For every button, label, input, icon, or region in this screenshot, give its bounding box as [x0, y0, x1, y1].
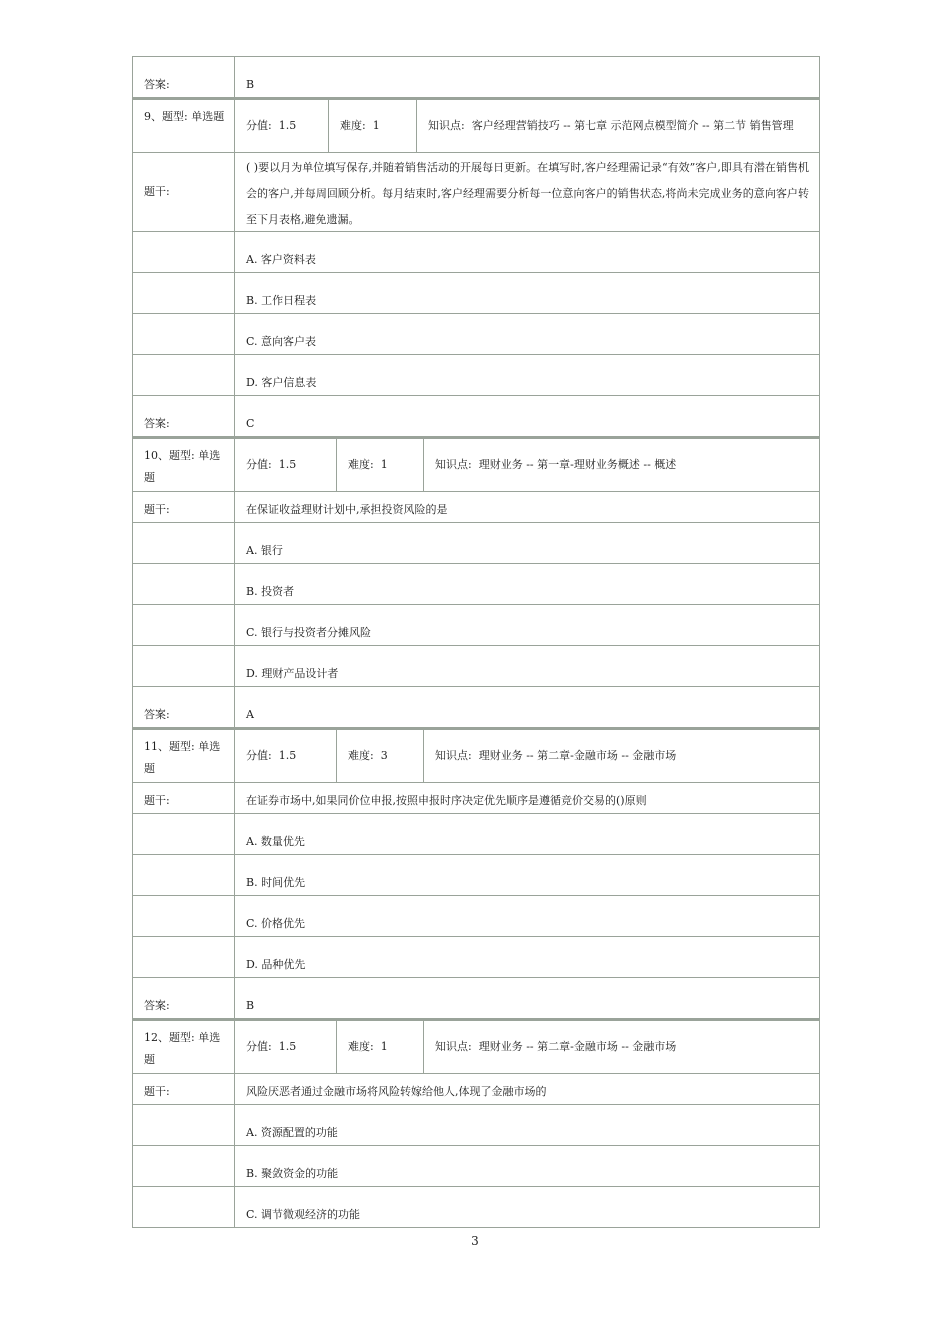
question-type: 12、题型: 单选题	[133, 1021, 235, 1073]
empty-label	[133, 937, 235, 977]
difficulty-value: 1	[380, 1040, 388, 1053]
option-text: D. 理财产品设计者	[246, 667, 339, 680]
empty-label	[133, 855, 235, 895]
difficulty-label: 难度:	[340, 119, 366, 132]
option-text: D. 客户信息表	[246, 376, 317, 389]
stem-label: 题干:	[133, 783, 235, 813]
score-cell	[235, 439, 337, 491]
knowledge-cell	[424, 439, 819, 491]
knowledge-value: 理财业务 -- 第二章-金融市场 -- 金融市场	[478, 1040, 677, 1053]
knowledge-value: 客户经理营销技巧 -- 第七章 示范网点模型简介 -- 第二节 销售管理	[471, 119, 794, 132]
score-label: 分值:	[246, 1040, 272, 1053]
score-value: 1.5	[278, 458, 297, 471]
answer-row	[132, 687, 820, 728]
stem-label: 题干:	[133, 153, 235, 231]
stem-text: 风险厌恶者通过金融市场将风险转嫁给他人,体现了金融市场的	[246, 1085, 547, 1098]
knowledge-value: 理财业务 -- 第二章-金融市场 -- 金融市场	[478, 749, 677, 762]
option-row	[132, 314, 820, 355]
difficulty-label: 难度:	[348, 458, 374, 471]
option-text: B. 工作日程表	[246, 294, 317, 307]
score-value: 1.5	[278, 119, 297, 132]
option-text: A. 银行	[246, 544, 283, 557]
empty-label	[133, 232, 235, 272]
option-text: C. 意向客户表	[246, 335, 317, 348]
answer-label: 答案:	[133, 57, 235, 97]
option-text: A. 资源配置的功能	[246, 1126, 338, 1139]
question-9-header	[132, 98, 820, 153]
stem-text: 在保证收益理财计划中,承担投资风险的是	[246, 503, 448, 516]
option-row	[132, 855, 820, 896]
option-row	[132, 814, 820, 855]
score-cell	[235, 100, 329, 152]
knowledge-label: 知识点:	[435, 458, 472, 471]
answer-label: 答案:	[133, 978, 235, 1018]
empty-label	[133, 355, 235, 395]
option-text: A. 数量优先	[246, 835, 305, 848]
option-row	[132, 1105, 820, 1146]
knowledge-label: 知识点:	[435, 1040, 472, 1053]
difficulty-cell	[337, 439, 424, 491]
option-row	[132, 564, 820, 605]
empty-label	[133, 273, 235, 313]
stem-label: 题干:	[133, 492, 235, 522]
option-row	[132, 523, 820, 564]
empty-label	[133, 523, 235, 563]
option-text: B. 聚敛资金的功能	[246, 1167, 339, 1180]
option-text: B. 时间优先	[246, 876, 306, 889]
empty-label	[133, 646, 235, 686]
option-row	[132, 1146, 820, 1187]
difficulty-value: 1	[380, 458, 388, 471]
knowledge-label: 知识点:	[435, 749, 472, 762]
empty-label	[133, 564, 235, 604]
knowledge-cell	[424, 730, 819, 782]
empty-label	[133, 896, 235, 936]
page-number: 3	[471, 1234, 479, 1248]
difficulty-value: 1	[372, 119, 380, 132]
answer-value: C	[246, 417, 255, 430]
empty-label	[133, 1146, 235, 1186]
difficulty-value: 3	[380, 749, 388, 762]
option-text: C. 价格优先	[246, 917, 306, 930]
score-label: 分值:	[246, 749, 272, 762]
score-cell	[235, 1021, 337, 1073]
difficulty-cell	[329, 100, 417, 152]
answer-label: 答案:	[133, 687, 235, 727]
stem-text: 在证券市场中,如果同价位申报,按照申报时序决定优先顺序是遵循竞价交易的()原则	[246, 794, 647, 807]
question-9-stem	[132, 153, 820, 232]
exam-document	[132, 56, 820, 1228]
difficulty-label: 难度:	[348, 749, 374, 762]
option-row	[132, 232, 820, 273]
score-cell	[235, 730, 337, 782]
stem-label: 题干:	[133, 1074, 235, 1104]
question-10-stem	[132, 492, 820, 523]
knowledge-cell	[424, 1021, 819, 1073]
answer-value: B	[246, 999, 255, 1012]
stem-text: ( )要以月为单位填写保存,并随着销售活动的开展每日更新。在填写时,客户经理需记录“有效”客户,即具有潜在销售机会的客户,并每周回顾分析。每月结束时,客户经理需要分析每一位意向客户的销售状态,将尚未完成业务的意向客户转至下月表格,避免遗漏。	[246, 161, 809, 226]
score-label: 分值:	[246, 119, 272, 132]
empty-label	[133, 814, 235, 854]
question-type: 9、题型: 单选题	[133, 100, 235, 152]
option-row	[132, 273, 820, 314]
option-text: C. 调节微观经济的功能	[246, 1208, 361, 1221]
answer-row	[132, 396, 820, 437]
empty-label	[133, 1105, 235, 1145]
score-value: 1.5	[278, 749, 297, 762]
knowledge-label: 知识点:	[428, 119, 465, 132]
option-row	[132, 605, 820, 646]
empty-label	[133, 1187, 235, 1227]
score-label: 分值:	[246, 458, 272, 471]
answer-value: A	[246, 708, 254, 721]
empty-label	[133, 314, 235, 354]
question-12-header	[132, 1019, 820, 1074]
question-12-stem	[132, 1074, 820, 1105]
option-text: D. 品种优先	[246, 958, 306, 971]
question-type: 10、题型: 单选题	[133, 439, 235, 491]
empty-label	[133, 605, 235, 645]
question-11-stem	[132, 783, 820, 814]
question-10-header	[132, 437, 820, 492]
knowledge-value: 理财业务 -- 第一章-理财业务概述 -- 概述	[478, 458, 677, 471]
option-row	[132, 646, 820, 687]
difficulty-cell	[337, 1021, 424, 1073]
question-11-header	[132, 728, 820, 783]
difficulty-cell	[337, 730, 424, 782]
option-text: C. 银行与投资者分摊风险	[246, 626, 372, 639]
option-row	[132, 355, 820, 396]
option-text: B. 投资者	[246, 585, 295, 598]
score-value: 1.5	[278, 1040, 297, 1053]
answer-label: 答案:	[133, 396, 235, 436]
option-row	[132, 937, 820, 978]
answer-row-prev	[132, 56, 820, 98]
answer-value: B	[246, 78, 255, 91]
option-row	[132, 1187, 820, 1228]
option-text: A. 客户资料表	[246, 253, 316, 266]
question-type: 11、题型: 单选题	[133, 730, 235, 782]
knowledge-cell	[417, 100, 819, 152]
difficulty-label: 难度:	[348, 1040, 374, 1053]
option-row	[132, 896, 820, 937]
answer-row	[132, 978, 820, 1019]
